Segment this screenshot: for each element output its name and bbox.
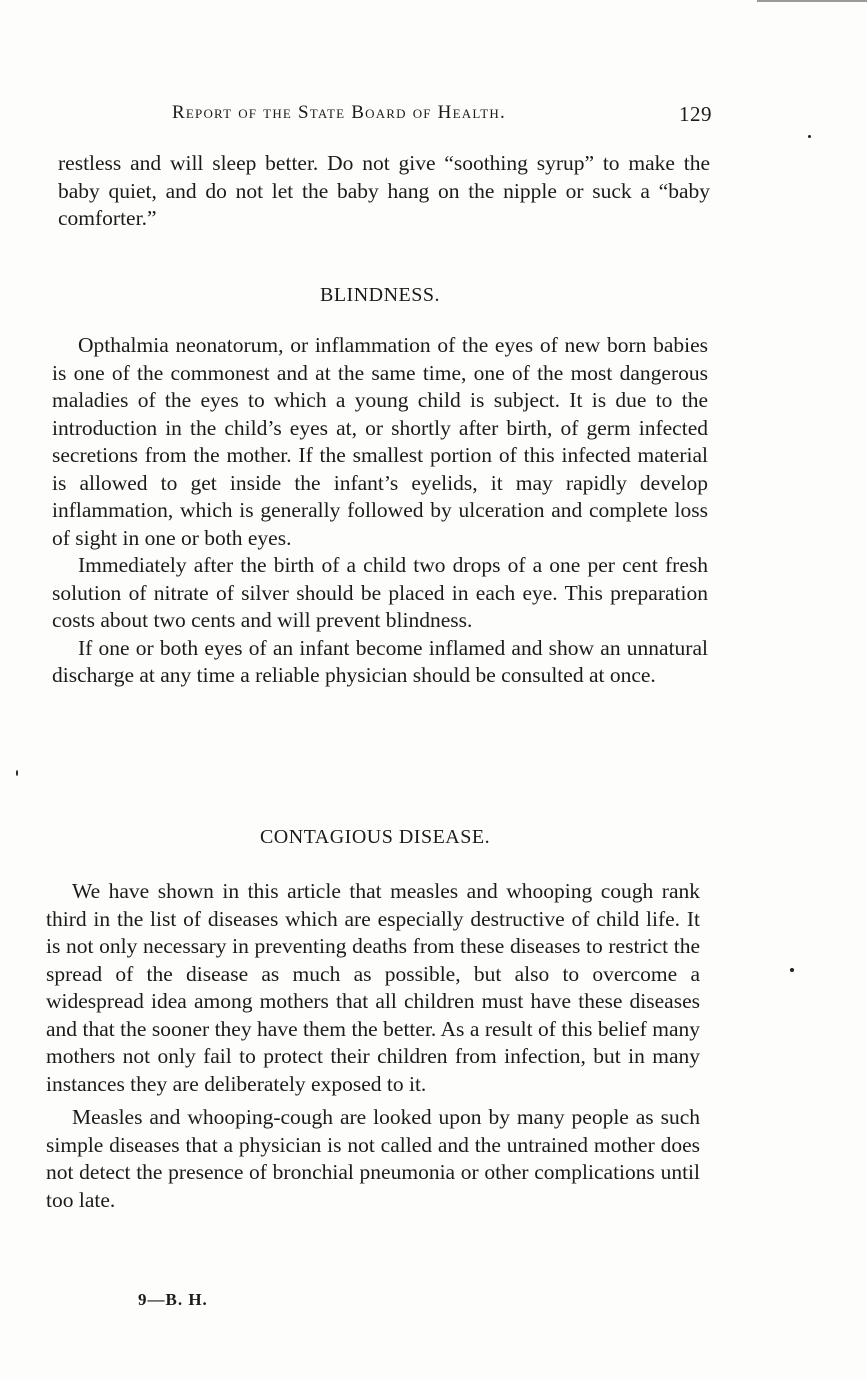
blindness-section [52, 332, 708, 690]
signature-mark: 9—B. H. [138, 1290, 208, 1309]
contagious-paragraph-2: Measles and whooping-cough are looked upon by many people as such simple diseases that a physician is not called and the untrained mother does not detect the presence of bronchial pneumonia or other complications until too late. [46, 1105, 700, 1212]
header-title: Report of the State Board of Health. [172, 102, 506, 123]
scan-speck [808, 135, 811, 138]
scan-speck [16, 770, 18, 776]
blindness-heading: BLINDNESS. [319, 284, 440, 306]
contagious-section [46, 878, 700, 1214]
running-header [150, 102, 720, 132]
continuation-paragraph: restless and will sleep better. Do not give “soothing syrup” to make the baby quiet, and do not let the baby hang on the nipple or suck a “baby comforter.” [58, 151, 710, 230]
contagious-paragraph-1: We have shown in this article that measles and whooping cough rank third in the list of diseases which are especially destructive of child life. It is not only necessary in preventing deaths from these diseases to restrict the spread of the disease as much as possible, but also to overcome a widespread idea among mothers that all children must have these diseases and that the sooner they have them the better. As a result of this belief many mothers not only fail to protect their children from infection, but in many instances they are deliberately exposed to it. [46, 879, 700, 1096]
page-edge-line [757, 0, 867, 2]
contagious-heading: CONTAGIOUS DISEASE. [259, 826, 491, 848]
blindness-paragraph-1: Opthalmia neonatorum, or inflammation of the eyes of new born babies is one of the commonest and at the same time, one of the most dangerous maladies of the eyes to which a young child is subject. It is due to the introduction in the child’s eyes at, or shortly after birth, of germ infected secretions from the mother. If the smallest portion of this infected material is allowed to get inside the infant’s eyelids, it may rapidly develop inflammation, which is generally followed by ulceration and complete loss of sight in one or both eyes. [52, 333, 708, 550]
blindness-paragraph-3: If one or both eyes of an infant become inflamed and show an unnatural discharge at any time a reliable physician should be consulted at once. [52, 635, 708, 687]
scan-speck [790, 968, 794, 972]
continuation-text [58, 150, 710, 233]
page-number: 129 [679, 102, 712, 126]
blindness-paragraph-2: Immediately after the birth of a child two drops of a one per cent fresh solution of nitrate of silver should be placed in each eye. This preparation costs about two cents and will prevent blindness. [52, 553, 708, 632]
